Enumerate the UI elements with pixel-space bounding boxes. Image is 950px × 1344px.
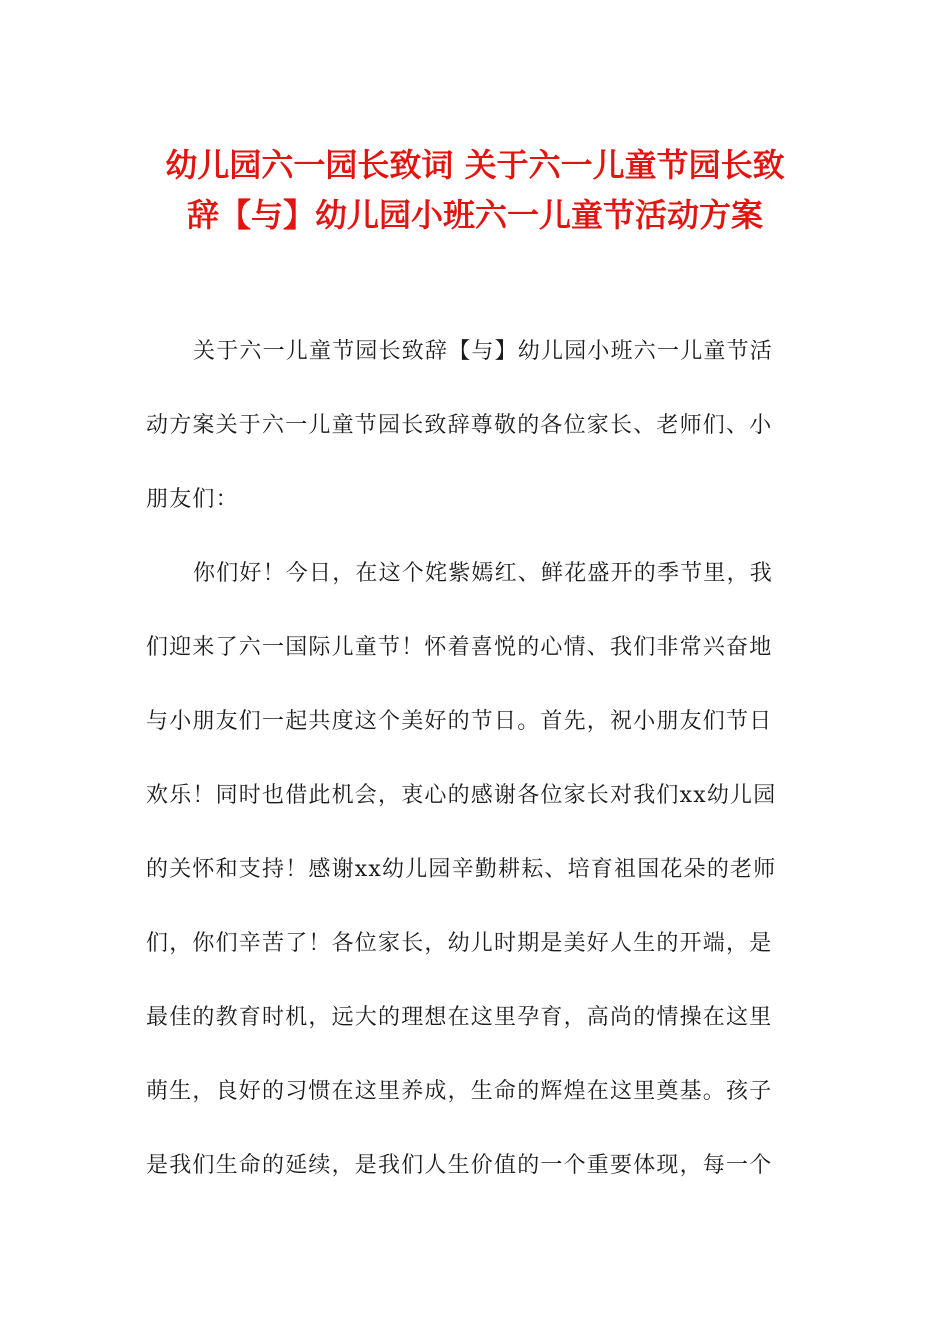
- paragraph-line: 们迎来了六一国际儿童节！怀着喜悦的心情、我们非常兴奋地: [146, 635, 773, 660]
- paragraph-line: 关于六一儿童节园长致辞【与】幼儿园小班六一儿童节活: [193, 339, 774, 364]
- paragraph-line: 的关怀和支持！感谢xx幼儿园辛勤耕耘、培育祖国花朵的老师: [146, 857, 777, 882]
- paragraph-line: 是我们生命的延续，是我们人生价值的一个重要体现，每一个: [146, 1153, 773, 1178]
- paragraph-line: 你们好！今日，在这个姹紫嫣红、鲜花盛开的季节里，我: [193, 561, 774, 586]
- paragraph-line: 欢乐！同时也借此机会，衷心的感谢各位家长对我们xx幼儿园: [146, 783, 777, 808]
- paragraph-line: 朋友们：: [146, 487, 239, 512]
- title-line-2: 辞【与】幼儿园小班六一儿童节活动方案: [186, 196, 763, 234]
- paragraph-line: 最佳的教育时机，远大的理想在这里孕育，高尚的情操在这里: [146, 1005, 773, 1030]
- paragraph-line: 们，你们辛苦了！各位家长，幼儿时期是美好人生的开端，是: [146, 931, 773, 956]
- paragraph-line: 萌生，良好的习惯在这里养成，生命的辉煌在这里奠基。孩子: [146, 1079, 773, 1104]
- title-line-1: 幼儿园六一园长致词 关于六一儿童节园长致: [165, 146, 785, 184]
- paragraph-line: 动方案关于六一儿童节园长致辞尊敬的各位家长、老师们、小: [146, 413, 773, 438]
- paragraph-line: 与小朋友们一起共度这个美好的节日。首先，祝小朋友们节日: [146, 709, 773, 734]
- document-title: [120, 140, 830, 240]
